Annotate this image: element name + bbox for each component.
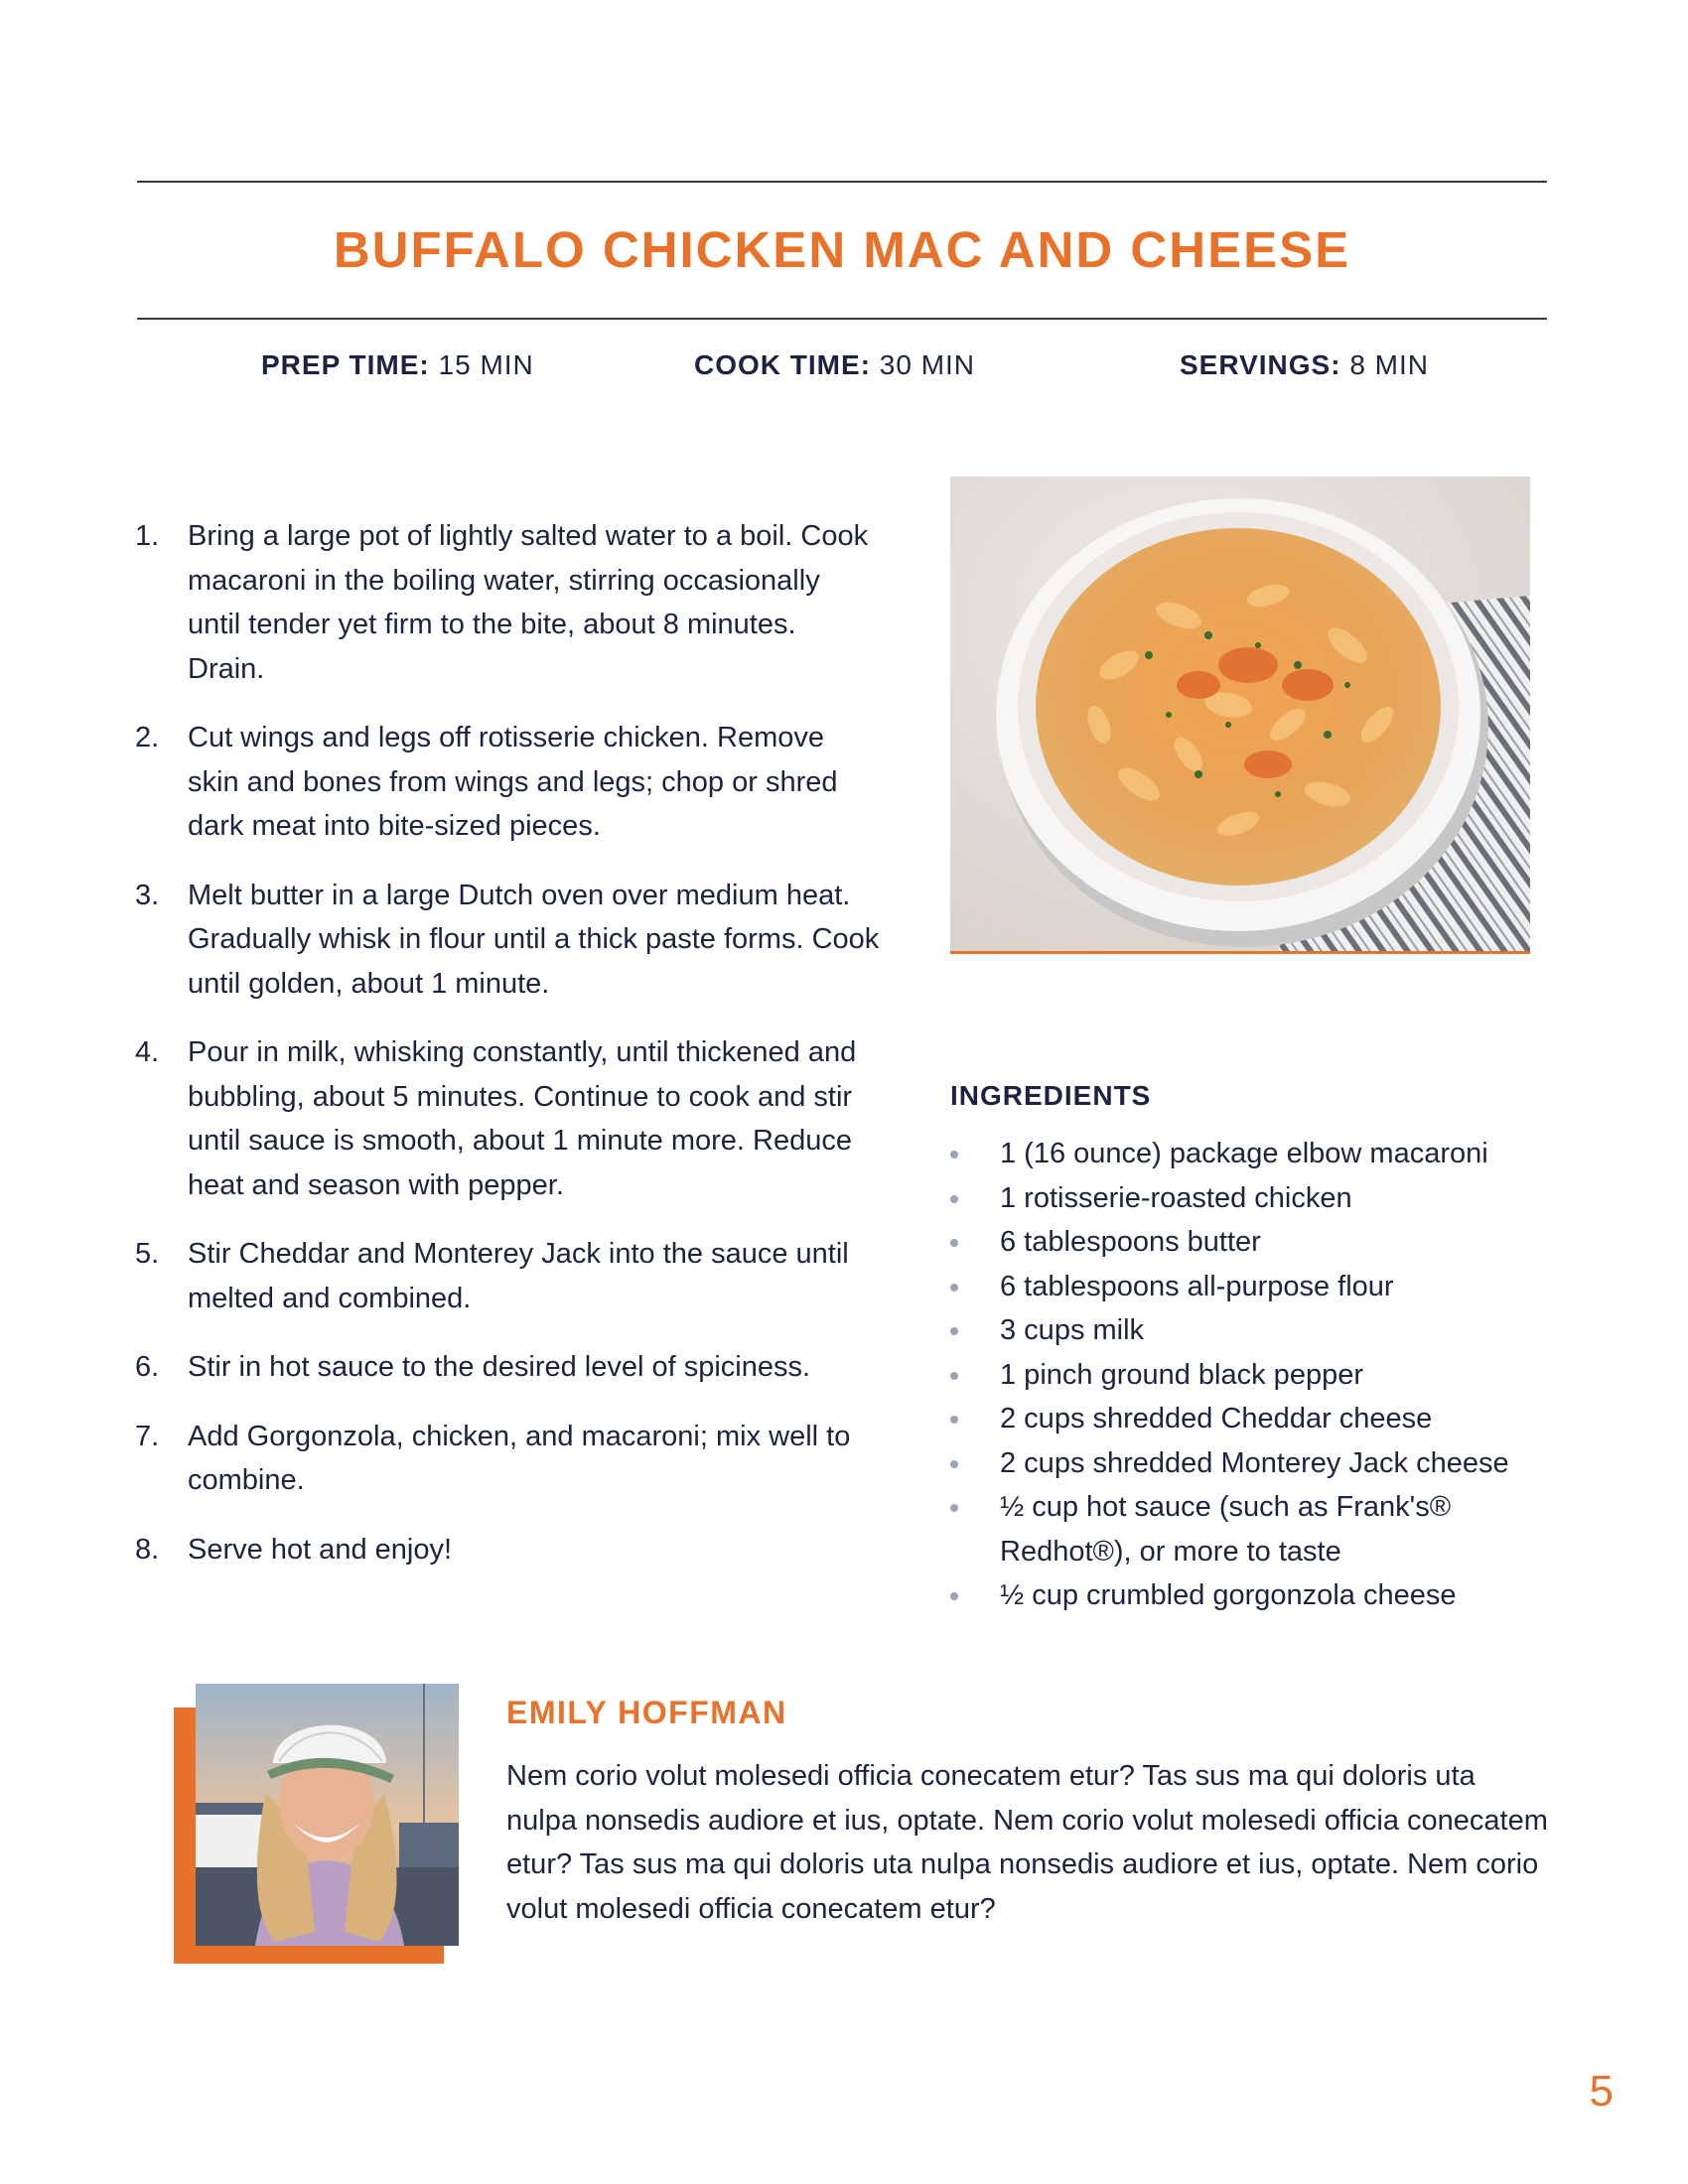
step-number: 8. bbox=[135, 1533, 160, 1566]
ingredient-text: 1 (16 ounce) package elbow macaroni bbox=[1000, 1138, 1488, 1169]
ingredient-text: 2 cups shredded Cheddar cheese bbox=[1000, 1403, 1433, 1434]
bullet-icon bbox=[950, 1151, 958, 1159]
page-number: 5 bbox=[1589, 2067, 1614, 2116]
ingredient-item bbox=[950, 1220, 1546, 1265]
instructions-list bbox=[135, 514, 880, 1596]
prep-time-value: 15 MIN bbox=[438, 349, 534, 380]
ingredient-item bbox=[950, 1441, 1546, 1486]
ingredient-item bbox=[950, 1132, 1546, 1176]
ingredient-item bbox=[950, 1308, 1546, 1353]
bullet-icon bbox=[950, 1195, 958, 1203]
step-number: 1. bbox=[135, 520, 160, 552]
top-divider bbox=[137, 181, 1547, 183]
instruction-step bbox=[135, 514, 880, 691]
step-text: Serve hot and enjoy! bbox=[188, 1533, 453, 1566]
bullet-icon bbox=[950, 1416, 958, 1424]
cook-time-value: 30 MIN bbox=[879, 349, 976, 380]
instruction-step bbox=[135, 1528, 880, 1572]
ingredients-list bbox=[950, 1132, 1546, 1618]
step-number: 3. bbox=[135, 879, 160, 911]
instruction-step bbox=[135, 1232, 880, 1320]
ingredient-text: 6 tablespoons butter bbox=[1000, 1226, 1261, 1258]
step-number: 4. bbox=[135, 1036, 160, 1068]
ingredient-item bbox=[950, 1265, 1546, 1309]
mac-and-cheese-bowl-image bbox=[950, 477, 1530, 951]
bullet-icon bbox=[950, 1327, 958, 1335]
ingredient-item bbox=[950, 1353, 1546, 1398]
bullet-icon bbox=[950, 1239, 958, 1247]
step-text: Bring a large pot of lightly salted water to a boil. Cook macaroni in the boiling water, stirring occasionally until tender yet firm to the bite, about 8 minutes. Drain. bbox=[188, 520, 869, 685]
author-portrait-image bbox=[196, 1684, 459, 1946]
step-number: 2. bbox=[135, 722, 160, 753]
servings-label: SERVINGS: bbox=[1180, 349, 1341, 380]
recipe-photo bbox=[950, 477, 1530, 954]
recipe-title: BUFFALO CHICKEN MAC AND CHEESE bbox=[333, 221, 1351, 278]
instruction-step bbox=[135, 716, 880, 849]
ingredients-heading: INGREDIENTS bbox=[950, 1080, 1152, 1111]
ingredient-text: ½ cup crumbled gorgonzola cheese bbox=[1000, 1579, 1457, 1611]
instruction-step bbox=[135, 1345, 880, 1390]
step-text: Cut wings and legs off rotisserie chicken. Remove skin and bones from wings and legs; chop or shred dark meat into bite-sized pieces. bbox=[188, 722, 838, 842]
ingredient-item bbox=[950, 1485, 1546, 1573]
title-divider bbox=[137, 318, 1547, 320]
ingredient-text: 2 cups shredded Monterey Jack cheese bbox=[1000, 1446, 1509, 1479]
bullet-icon bbox=[950, 1372, 958, 1380]
step-text: Stir in hot sauce to the desired level of spiciness. bbox=[188, 1351, 811, 1383]
prep-time bbox=[261, 349, 534, 381]
step-text: Pour in milk, whisking constantly, until thickened and bubbling, about 5 minutes. Continue to cook and stir until sauce is smooth, about 1 minute more. Reduce heat and season with pepper. bbox=[188, 1036, 857, 1201]
prep-time-label: PREP TIME: bbox=[261, 349, 430, 380]
ingredient-text: 1 rotisserie-roasted chicken bbox=[1000, 1181, 1352, 1214]
bullet-icon bbox=[950, 1504, 958, 1512]
bullet-icon bbox=[950, 1460, 958, 1468]
servings-value: 8 MIN bbox=[1349, 349, 1429, 380]
bullet-icon bbox=[950, 1592, 958, 1600]
ingredient-item bbox=[950, 1397, 1546, 1441]
instruction-step bbox=[135, 874, 880, 1007]
instruction-step bbox=[135, 1030, 880, 1207]
author-bio: Nem corio volut molesedi officia conecatem etur? Tas sus ma qui doloris uta nulpa nonsedis audiore et ius, optate. Nem corio volut molesedi officia conecatem etur? Tas sus ma qui doloris uta nulpa nonsedis audiore et ius, optate. Nem corio volut molesedi officia conecatem etur? bbox=[506, 1760, 1548, 1925]
ingredient-item bbox=[950, 1176, 1546, 1221]
ingredient-text: ½ cup hot sauce (such as Frank's® Redhot®), or more to taste bbox=[1000, 1491, 1452, 1568]
ingredient-item bbox=[950, 1573, 1546, 1618]
author-name: EMILY HOFFMAN bbox=[506, 1695, 787, 1730]
instruction-step bbox=[135, 1415, 880, 1503]
step-text: Stir Cheddar and Monterey Jack into the sauce until melted and combined. bbox=[188, 1238, 849, 1314]
servings bbox=[1180, 349, 1429, 381]
step-text: Melt butter in a large Dutch oven over medium heat. Gradually whisk in flour until a thick paste forms. Cook until golden, about 1 minute. bbox=[188, 879, 880, 1000]
ingredient-text: 1 pinch ground black pepper bbox=[1000, 1358, 1363, 1391]
step-number: 6. bbox=[135, 1351, 160, 1383]
cook-time bbox=[694, 349, 975, 381]
step-text: Add Gorgonzola, chicken, and macaroni; mix well to combine. bbox=[188, 1420, 851, 1496]
step-number: 7. bbox=[135, 1420, 160, 1452]
step-number: 5. bbox=[135, 1238, 160, 1270]
author-photo bbox=[196, 1684, 459, 1946]
bullet-icon bbox=[950, 1284, 958, 1292]
ingredient-text: 6 tablespoons all-purpose flour bbox=[1000, 1270, 1394, 1302]
ingredient-text: 3 cups milk bbox=[1000, 1314, 1145, 1346]
cook-time-label: COOK TIME: bbox=[694, 349, 871, 380]
